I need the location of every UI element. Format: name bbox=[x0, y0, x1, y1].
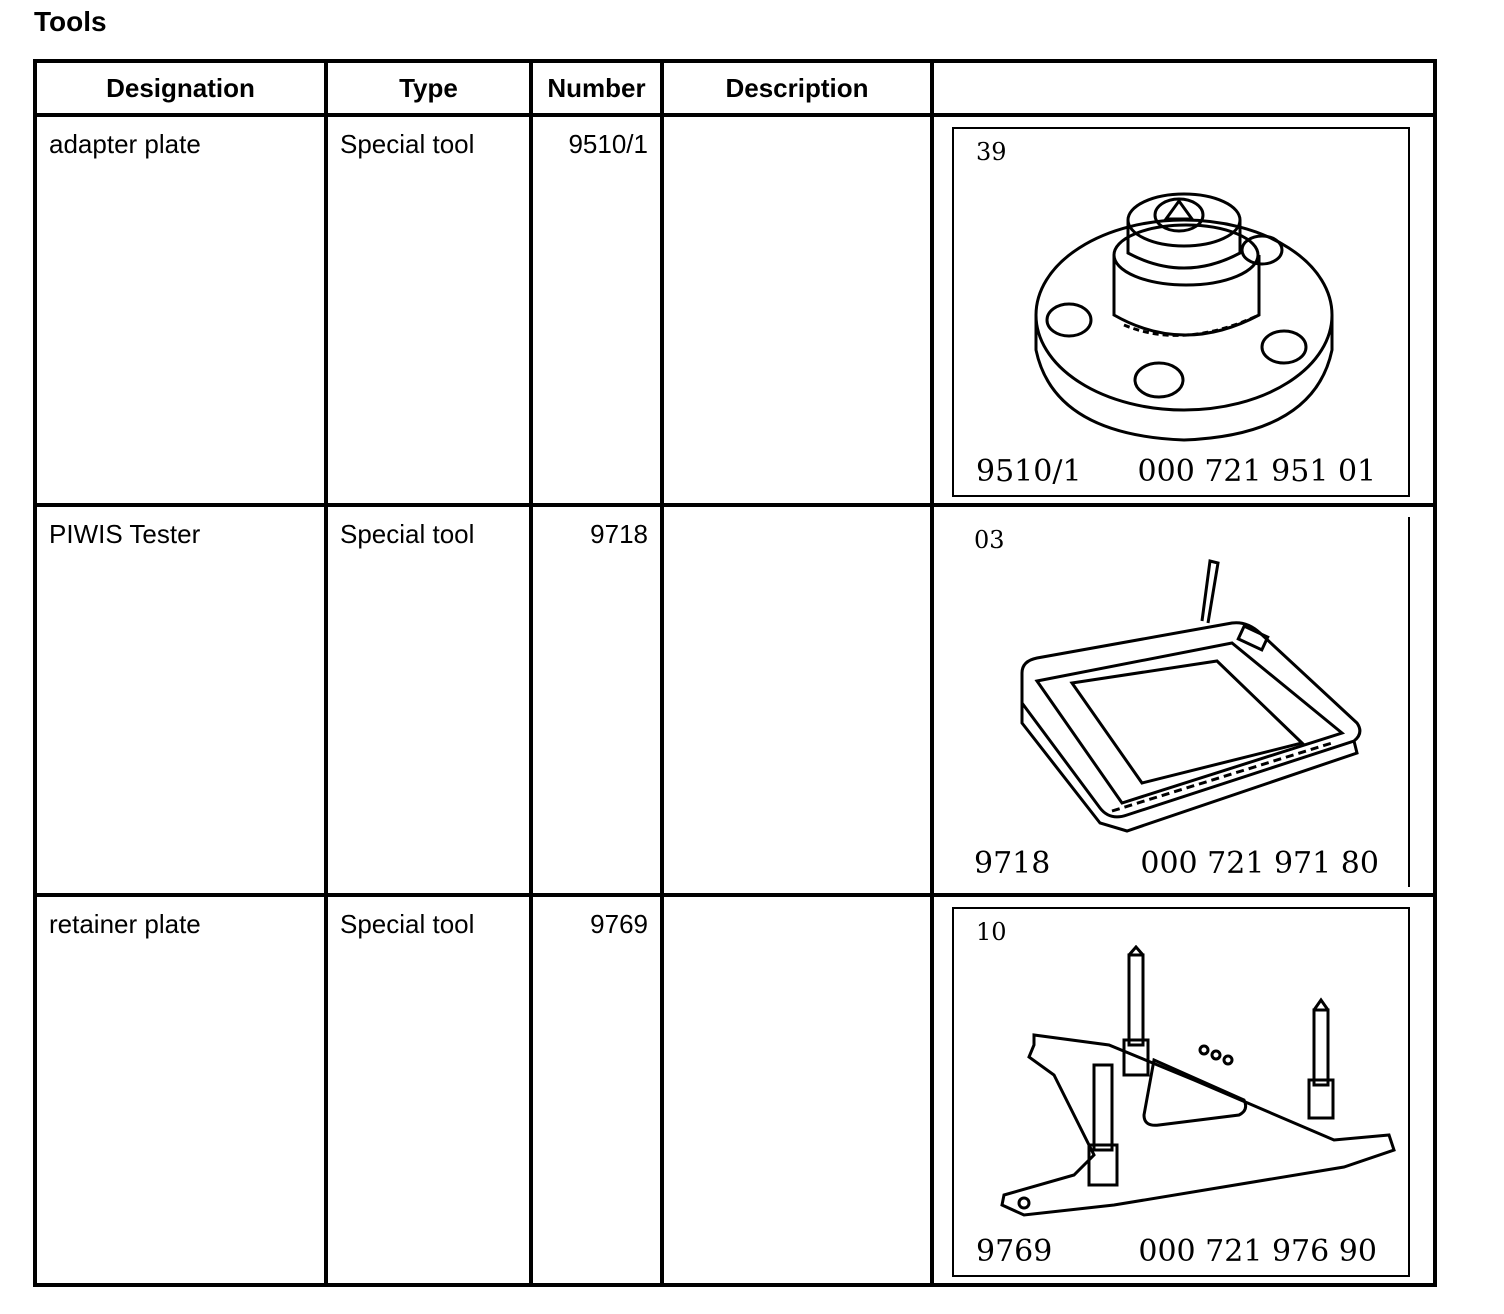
figure-cell bbox=[932, 895, 1435, 1285]
number-cell bbox=[531, 505, 662, 895]
header-type: Type bbox=[326, 61, 531, 115]
figure-tool-number: 9769 bbox=[976, 1234, 1053, 1269]
header-number: Number bbox=[531, 61, 662, 115]
figure-caption bbox=[976, 454, 1377, 489]
table-row bbox=[35, 115, 1435, 505]
table-row bbox=[35, 895, 1435, 1285]
description-cell bbox=[662, 505, 932, 895]
piwis-tester-drawing-icon bbox=[992, 553, 1382, 843]
tool-figure bbox=[952, 127, 1410, 497]
type-text: Special tool bbox=[340, 909, 475, 939]
designation-text: retainer plate bbox=[49, 909, 201, 939]
figure-order-number: 000 721 951 01 bbox=[1137, 454, 1377, 489]
description-text bbox=[664, 507, 930, 519]
number-text: 9769 bbox=[590, 909, 648, 939]
type-cell bbox=[326, 505, 531, 895]
figure-order-number: 000 721 976 90 bbox=[1138, 1234, 1377, 1269]
designation-cell bbox=[35, 115, 326, 505]
figure-caption bbox=[976, 1234, 1377, 1269]
description-cell bbox=[662, 115, 932, 505]
header-image bbox=[932, 61, 1435, 115]
header-description: Description bbox=[662, 61, 932, 115]
description-text bbox=[664, 117, 930, 129]
figure-ref: 39 bbox=[976, 138, 1007, 166]
designation-cell bbox=[35, 505, 326, 895]
type-text: Special tool bbox=[340, 129, 475, 159]
tools-table bbox=[33, 59, 1437, 1287]
figure-ref: 03 bbox=[974, 526, 1005, 554]
page-title: Tools bbox=[34, 6, 107, 37]
figure-tool-number: 9718 bbox=[974, 846, 1051, 881]
retainer-plate-drawing-icon bbox=[994, 945, 1404, 1235]
tool-figure bbox=[952, 517, 1410, 887]
number-text: 9718 bbox=[590, 519, 648, 549]
designation-text: adapter plate bbox=[49, 129, 201, 159]
figure-caption bbox=[974, 846, 1379, 881]
table-header-row bbox=[35, 61, 1435, 115]
figure-cell bbox=[932, 505, 1435, 895]
adapter-plate-drawing-icon bbox=[994, 165, 1374, 445]
figure-ref: 10 bbox=[976, 918, 1007, 946]
number-text: 9510/1 bbox=[568, 129, 648, 159]
figure-tool-number: 9510/1 bbox=[976, 454, 1082, 489]
description-text bbox=[664, 897, 930, 909]
type-cell bbox=[326, 895, 531, 1285]
number-cell bbox=[531, 115, 662, 505]
type-text: Special tool bbox=[340, 519, 475, 549]
figure-cell bbox=[932, 115, 1435, 505]
designation-cell bbox=[35, 895, 326, 1285]
designation-text: PIWIS Tester bbox=[49, 519, 201, 549]
type-cell bbox=[326, 115, 531, 505]
figure-order-number: 000 721 971 80 bbox=[1140, 846, 1379, 881]
table-row bbox=[35, 505, 1435, 895]
header-designation: Designation bbox=[35, 61, 326, 115]
description-cell bbox=[662, 895, 932, 1285]
number-cell bbox=[531, 895, 662, 1285]
tool-figure bbox=[952, 907, 1410, 1277]
